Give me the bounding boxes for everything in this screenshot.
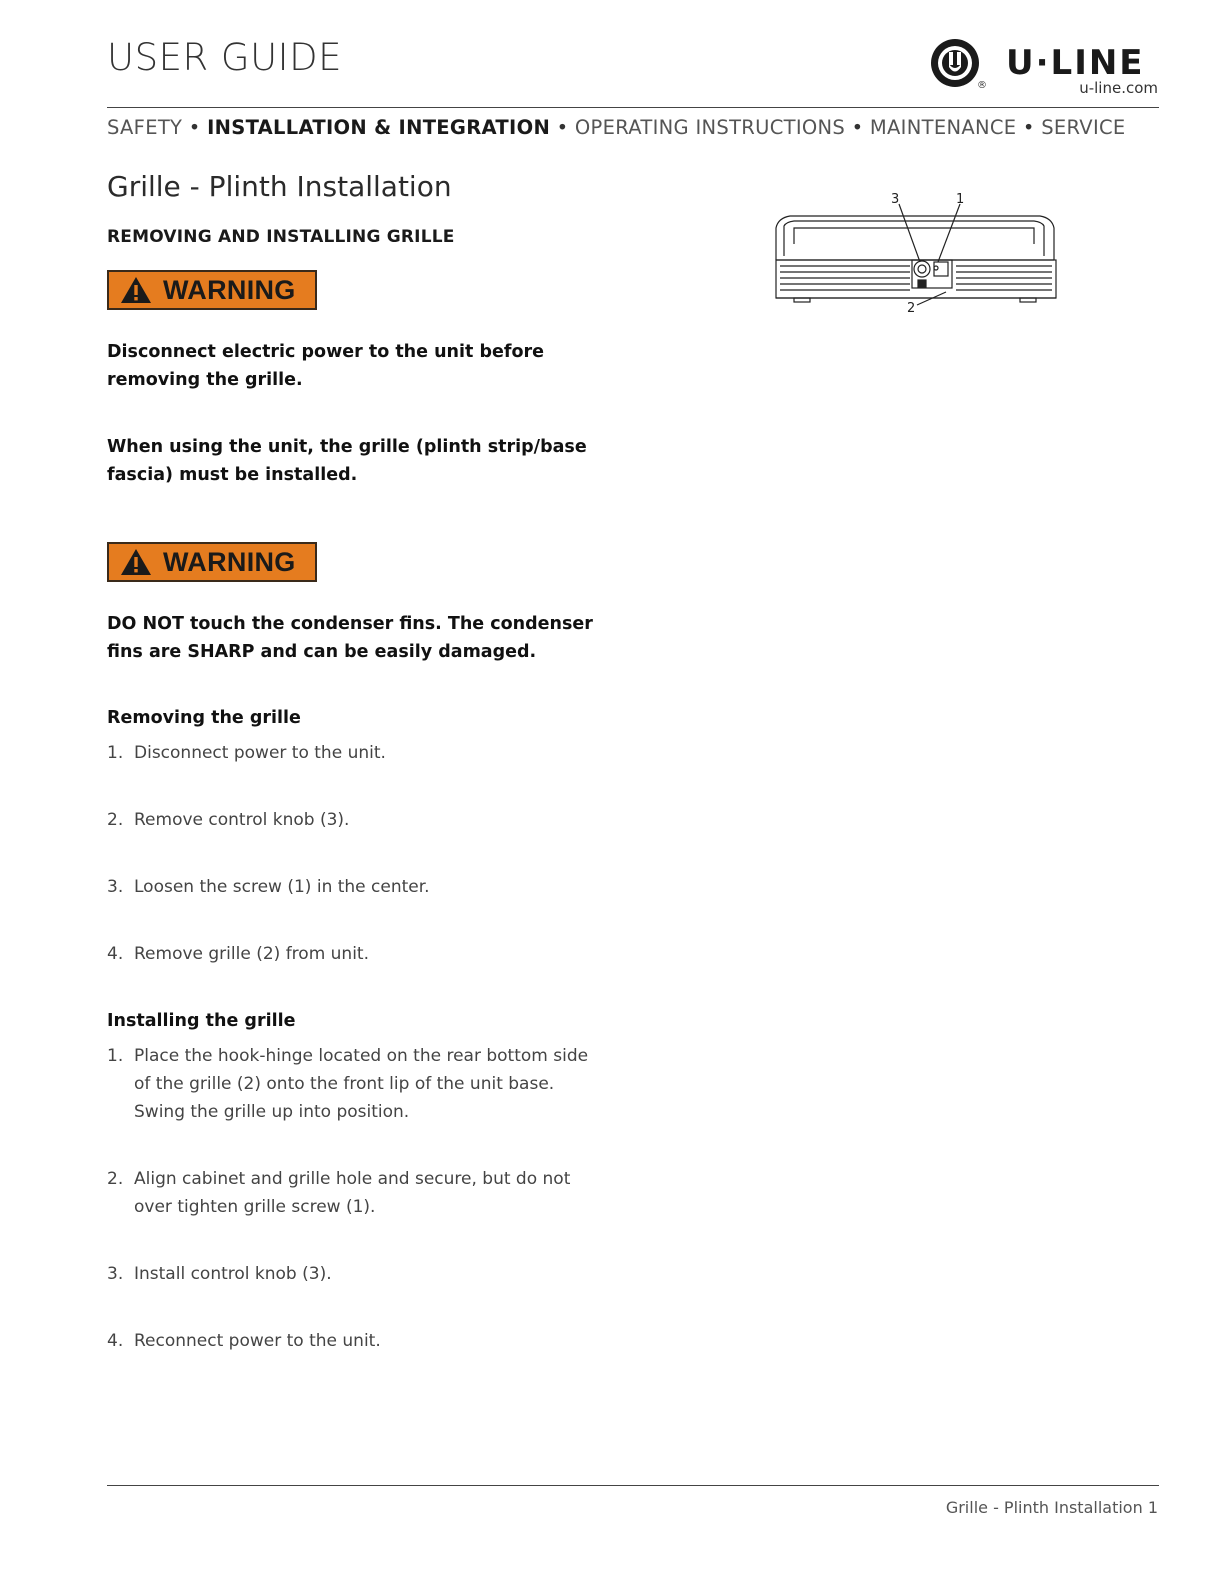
warning-label: WARNING — [163, 274, 296, 305]
nav-separator: • — [556, 116, 569, 139]
footer-divider — [107, 1485, 1159, 1486]
warning-label: WARNING — [163, 546, 296, 577]
section-subtitle: REMOVING AND INSTALLING GRILLE — [107, 227, 455, 247]
list-item: 4. Remove grille (2) from unit. — [107, 944, 369, 964]
brand-url: u-line.com — [1079, 79, 1158, 97]
warning-badge — [107, 270, 317, 310]
list-item: 1. Place the hook-hinge located on the rear bottom side of the grille (2) onto the front lip of the unit base. Swing the grille up into position. — [107, 1046, 589, 1122]
page-title: USER GUIDE — [107, 36, 342, 79]
warning-text: When using the unit, the grille (plinth strip/base fascia) must be installed. — [107, 437, 587, 485]
nav-item-operating[interactable]: OPERATING INSTRUCTIONS — [574, 116, 846, 139]
grille-diagram — [770, 188, 1060, 318]
list-item: 4. Reconnect power to the unit. — [107, 1331, 381, 1351]
removing-heading: Removing the grille — [107, 708, 301, 728]
page-footer: Grille - Plinth Installation 1 — [945, 1498, 1158, 1517]
warning-triangle-icon — [119, 547, 153, 577]
warning-badge — [107, 542, 317, 582]
warning-text: DO NOT touch the condenser fins. The condenser fins are SHARP and can be easily damaged. — [107, 614, 593, 662]
nav-separator: • — [1022, 116, 1035, 139]
brand-wordmark: U·LINE — [1006, 43, 1145, 83]
warning-triangle-icon — [119, 275, 153, 305]
nav-item-maintenance[interactable]: MAINTENANCE — [869, 116, 1017, 139]
nav-item-safety[interactable]: SAFETY — [107, 116, 183, 139]
nav-separator: • — [188, 116, 201, 139]
header-divider — [107, 107, 1159, 108]
nav-item-installation[interactable]: INSTALLATION & INTEGRATION — [207, 116, 551, 139]
list-item: 3. Loosen the screw (1) in the center. — [107, 877, 430, 897]
list-item: 3. Install control knob (3). — [107, 1264, 332, 1284]
registered-mark: ® — [977, 80, 987, 91]
nav-separator: • — [851, 116, 864, 139]
list-item: 2. Align cabinet and grille hole and secure, but do not over tighten grille screw (1). — [107, 1169, 571, 1217]
callout-label: 2 — [907, 301, 916, 316]
list-item: 1. Disconnect power to the unit. — [107, 743, 386, 763]
warning-text: Disconnect electric power to the unit before removing the grille. — [107, 342, 545, 390]
section-nav — [107, 116, 1159, 139]
nav-item-service[interactable]: SERVICE — [1041, 116, 1126, 139]
callout-label: 1 — [956, 192, 965, 207]
list-item: 2. Remove control knob (3). — [107, 810, 350, 830]
installing-heading: Installing the grille — [107, 1011, 296, 1031]
callout-label: 3 — [891, 192, 900, 207]
section-title: Grille - Plinth Installation — [107, 170, 452, 203]
